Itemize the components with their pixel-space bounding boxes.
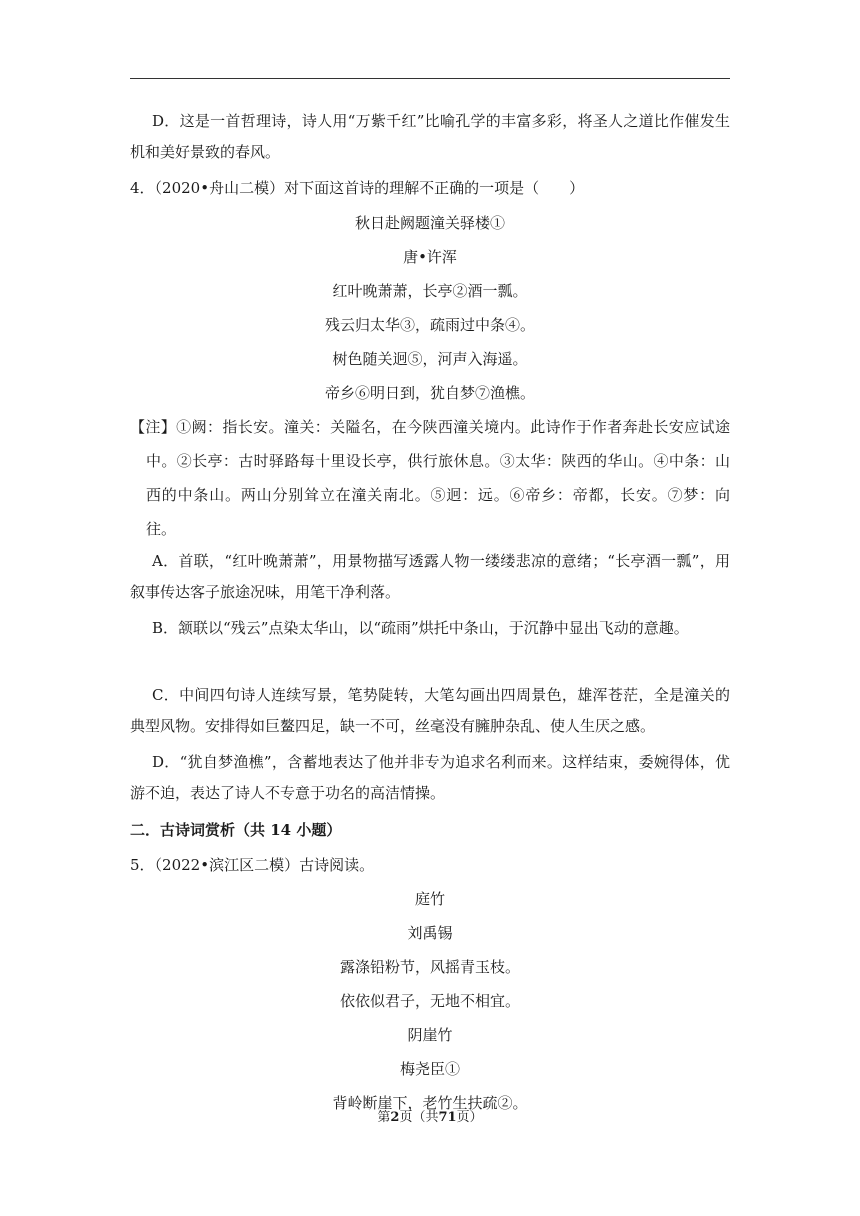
q4-poem-line-3: 树色随关迥⑤，河声入海遥。 [332,350,528,368]
q5-poem2-author: 梅尧臣① [399,1060,460,1078]
q5-poem1-line-2: 依依似君子，无地不相宜。 [339,992,520,1010]
q4-option-b: B．颔联以“残云”点染太华山，以“疏雨”烘托中条山，于沉静中显出飞动的意趣。 [152,619,689,637]
q3-option-d: D．这是一首哲理诗，诗人用“万紫千红”比喻孔学的丰富多彩，将圣人之道比作催发生机和美好景致的春风。 [130,112,730,161]
q4-poem-title: 秋日赴阙题潼关驿楼① [354,214,505,232]
q5-stem: 5．（2022•滨江区二模）古诗阅读。 [130,856,375,874]
q5-poem2-line-1: 背岭断崖下，老竹生扶疏②。 [332,1094,528,1112]
q4-option-d: D．“犹自梦渔樵”，含蓄地表达了他并非专为追求名利而来。这样结束，委婉得体，优游不迫，表达了诗人不专意于功名的高洁情操。 [130,753,730,802]
q5-poem1-line-1: 露涤铅粉节，风摇青玉枝。 [339,958,520,976]
page-footer [0,1108,860,1128]
q5-poem1-title: 庭竹 [414,890,445,908]
footer-prefix: 第 [377,1110,391,1125]
q4-option-a: A．首联，“红叶晚萧萧”，用景物描写透露人物一缕缕悲凉的意绪；“长亭酒一瓢”，用叙事传达客子旅途况味，用笔干净利落。 [130,552,730,601]
footer-suffix: 页） [456,1110,483,1125]
section-heading: 二．古诗词赏析（共 14 小题） [130,821,342,839]
q4-poem-author: 唐•许浑 [403,248,457,266]
footer-mid: 页（共 [399,1110,439,1125]
q5-poem1-author: 刘禹锡 [407,924,453,942]
q4-option-c: C．中间四句诗人连续写景，笔势陡转，大笔勾画出四周景色，雄浑苍茫，全是潼关的典型风物。安排得如巨鳌四足，缺一不可，丝毫没有臃肿杂乱、使人生厌之感。 [130,686,730,735]
q5-poem2-title: 阴崖竹 [407,1026,453,1044]
q4-note: 【注】①阙：指长安。潼关：关隘名，在今陕西潼关境内。此诗作于作者奔赴长安应试途中。②长亭：古时驿路每十里设长亭，供行旅休息。③太华：陕西的华山。④中条：山西的中条山。两山分别耸立在潼关南北。⑤迥：远。⑥帝乡：帝都，长安。⑦梦：向往。 [130,418,730,538]
q4-poem-line-1: 红叶晚萧萧，长亭②酒一瓢。 [332,282,528,300]
header-rule [130,78,730,79]
footer-total-pages: 71 [438,1110,457,1125]
q4-poem-line-4: 帝乡⑥明日到，犹自梦⑦渔樵。 [324,384,535,402]
footer-page-number: 2 [390,1110,400,1125]
q4-poem-line-2: 残云归太华③，疏雨过中条④。 [324,316,535,334]
q4-stem: 4．（2020•舟山二模）对下面这首诗的理解不正确的一项是（ ） [130,179,585,197]
